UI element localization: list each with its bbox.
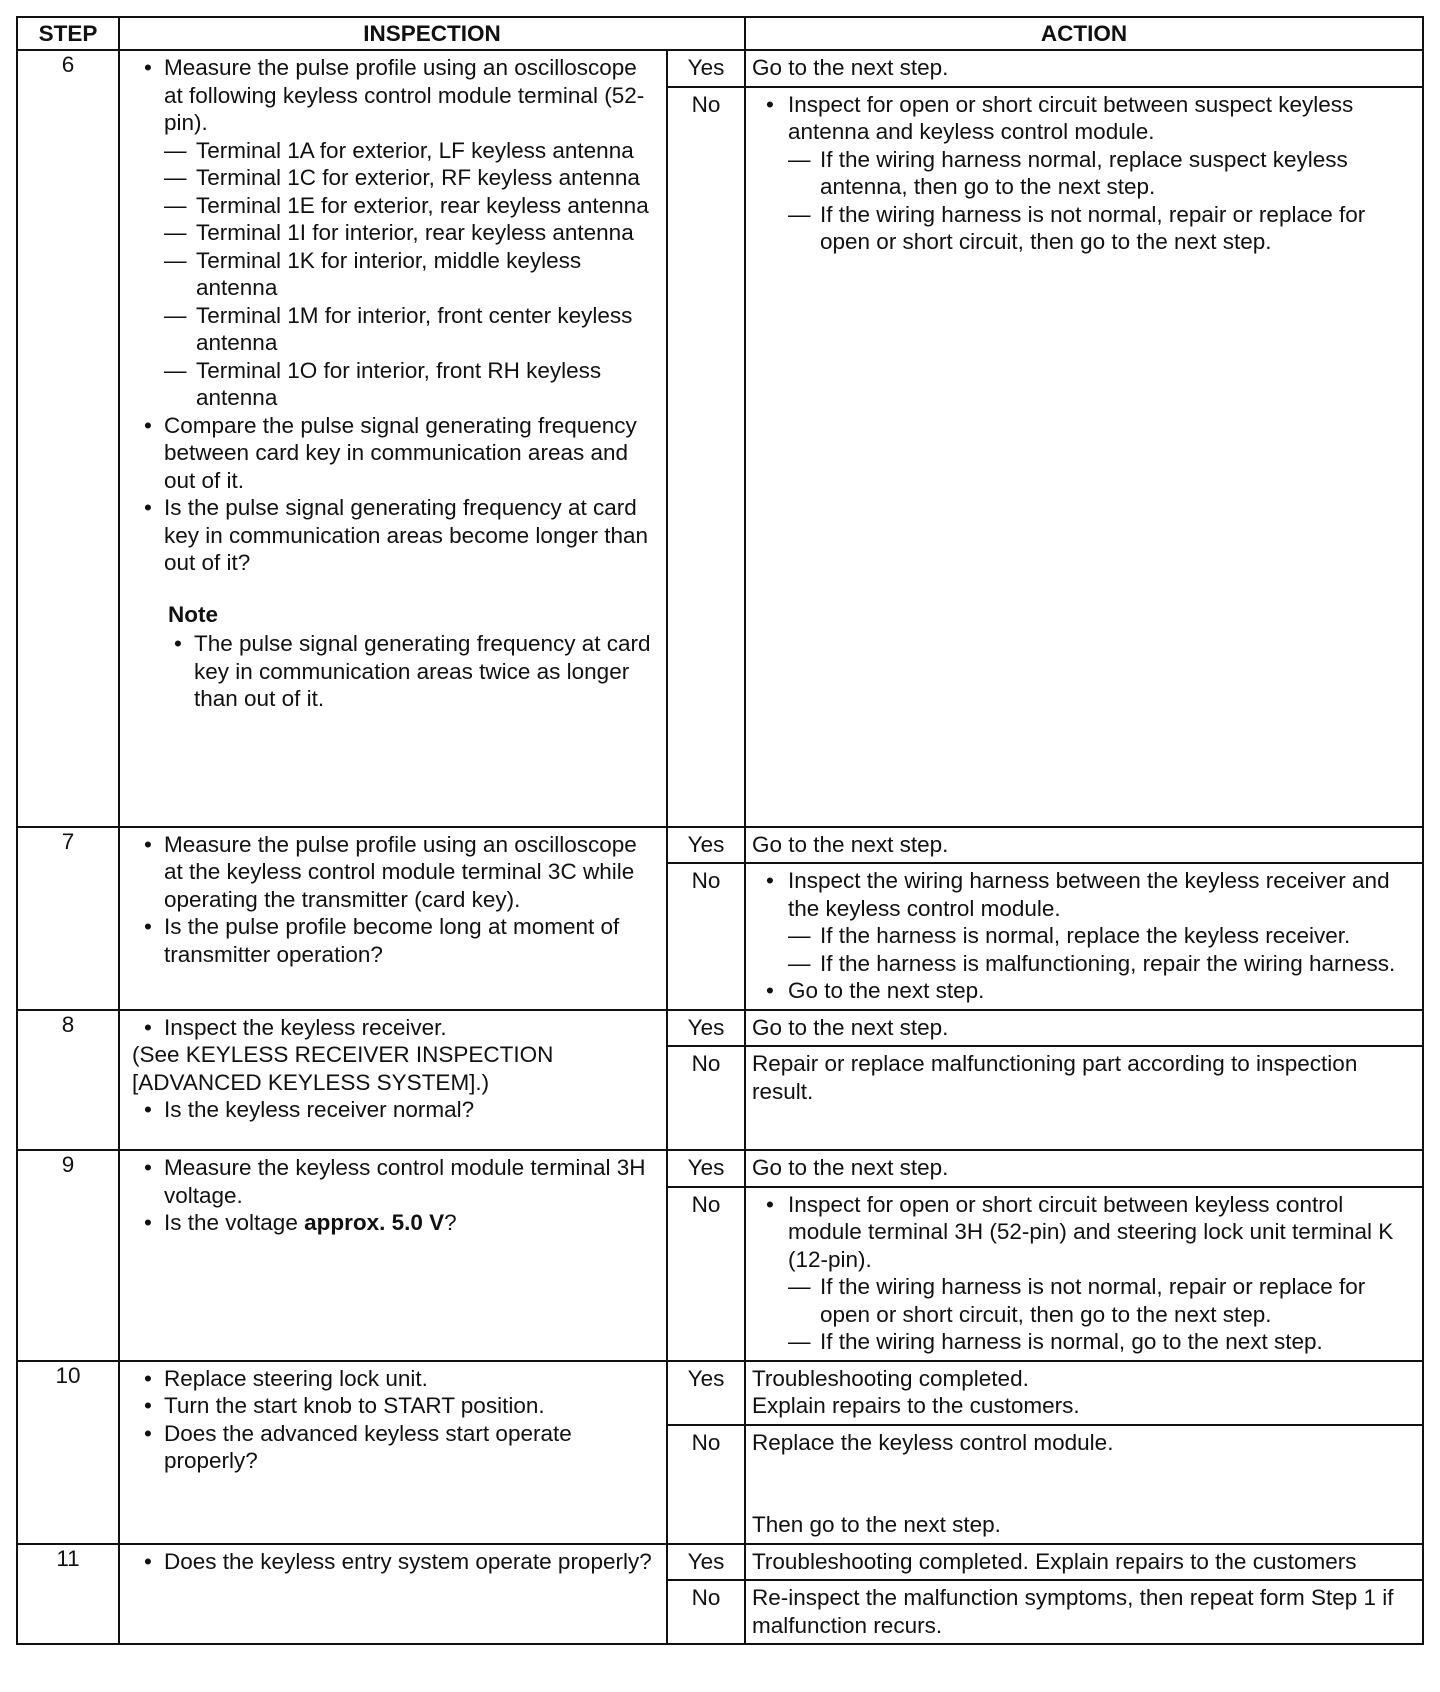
terminal-item: Terminal 1M for interior, front center keyless antenna	[196, 302, 633, 355]
terminal-item: Terminal 1E for exterior, rear keyless antenna	[196, 192, 649, 218]
dash-icon: —	[164, 137, 187, 163]
troubleshooting-table	[16, 16, 1424, 1645]
yes-action: Go to the next step.	[745, 827, 1423, 864]
header-row	[17, 17, 1423, 50]
action-line: Explain repairs to the customers.	[752, 1393, 1080, 1418]
step-number: 10	[17, 1361, 119, 1544]
inspection-text: Replace steering lock unit.	[164, 1365, 428, 1391]
question-text: Is the voltage	[164, 1210, 305, 1235]
action-text: If the wiring harness normal, replace suspect keyless antenna, then go to the next step.	[820, 146, 1348, 199]
inspection-text: Is the pulse profile become long at moment of transmitter operation?	[164, 914, 620, 967]
inspection-text: Is the keyless receiver normal?	[164, 1097, 475, 1122]
action-line: Troubleshooting completed.	[752, 1365, 1029, 1391]
action-text: If the harness is normal, replace the keyless receiver.	[820, 923, 1351, 948]
dash-icon: —	[164, 247, 187, 273]
action-text: If the wiring harness is normal, go to the next step.	[820, 1329, 1323, 1354]
dash-icon: —	[164, 165, 187, 190]
yes-label: Yes	[667, 827, 745, 864]
action-text: Inspect the wiring harness between the keyless receiver and the keyless control module.	[788, 868, 1390, 921]
step-11-inspection	[119, 1544, 667, 1645]
step-number: 6	[17, 50, 119, 827]
dash-icon: —	[788, 923, 811, 948]
terminal-item: Terminal 1K for interior, middle keyless antenna	[196, 247, 582, 300]
step-7-yes-row	[17, 827, 1423, 864]
no-action: Repair or replace malfunctioning part according to inspection result.	[745, 1046, 1423, 1150]
dash-icon: —	[788, 201, 811, 227]
step-7-inspection	[119, 827, 667, 1010]
bullet-icon: •	[144, 1548, 152, 1574]
action-text: If the harness is malfunctioning, repair the wiring harness.	[820, 950, 1396, 976]
terminal-item: Terminal 1C for exterior, RF keyless antenna	[196, 165, 640, 190]
inspection-text: Measure the pulse profile using an oscilloscope at the keyless control module terminal 3C while operating the transmitter (card key).	[164, 831, 637, 912]
bullet-icon: •	[144, 831, 152, 857]
bullet-icon: •	[144, 412, 152, 438]
no-label: No	[667, 863, 745, 1010]
bullet-icon: •	[174, 631, 182, 656]
yes-label: Yes	[667, 1010, 745, 1047]
bullet-icon: •	[144, 1365, 152, 1391]
header-step: STEP	[17, 17, 119, 50]
no-label: No	[667, 1187, 745, 1361]
step-number: 7	[17, 827, 119, 1010]
no-label: No	[667, 1580, 745, 1644]
no-label: No	[667, 1425, 745, 1544]
no-action: Re-inspect the malfunction symptoms, then repeat form Step 1 if malfunction recurs.	[745, 1580, 1423, 1644]
step-10-inspection	[119, 1361, 667, 1544]
action-text: Inspect for open or short circuit between keyless control module terminal 3H (52-pin) and steering lock unit terminal K (12-pin).	[788, 1191, 1394, 1272]
dash-icon: —	[164, 302, 187, 328]
bullet-icon: •	[766, 978, 774, 1003]
inspection-reference: (See KEYLESS RECEIVER INSPECTION [ADVANCED KEYLESS SYSTEM].)	[132, 1042, 554, 1095]
no-action	[745, 87, 1423, 827]
dash-icon: —	[788, 146, 811, 172]
step-number: 11	[17, 1544, 119, 1645]
bullet-icon: •	[144, 495, 152, 520]
inspection-text: Compare the pulse signal generating frequency between card key in communication areas and out of it.	[164, 412, 637, 493]
bullet-icon: •	[144, 914, 152, 939]
step-6-yes-row	[17, 50, 1423, 87]
step-10-yes-row	[17, 1361, 1423, 1425]
bullet-icon: •	[144, 1155, 152, 1180]
dash-icon: —	[164, 192, 187, 218]
inspection-text: Does the keyless entry system operate properly?	[164, 1548, 652, 1574]
dash-icon: —	[164, 220, 187, 245]
header-inspection: INSPECTION	[119, 17, 745, 50]
bullet-icon: •	[766, 868, 774, 893]
yes-label: Yes	[667, 1361, 745, 1425]
bullet-icon: •	[144, 1014, 152, 1040]
step-6-inspection	[119, 50, 667, 827]
bullet-icon: •	[144, 1097, 152, 1122]
bullet-icon: •	[766, 1191, 774, 1217]
action-line: Replace the keyless control module.	[752, 1429, 1114, 1455]
bullet-icon: •	[144, 1420, 152, 1446]
no-label: No	[667, 1046, 745, 1150]
note-title: Note	[168, 601, 218, 627]
inspection-text: Measure the pulse profile using an oscilloscope at following keyless control module terminal (52-pin).	[164, 55, 645, 135]
step-11-yes-row	[17, 1544, 1423, 1581]
dash-icon: —	[788, 1274, 811, 1299]
terminal-item: Terminal 1I for interior, rear keyless antenna	[196, 220, 634, 245]
bullet-icon: •	[766, 91, 774, 117]
action-text: Go to the next step.	[788, 978, 985, 1003]
yes-action: Go to the next step.	[745, 1150, 1423, 1187]
terminal-item: Terminal 1A for exterior, LF keyless antenna	[196, 137, 634, 163]
action-text: Inspect for open or short circuit between suspect keyless antenna and keyless control module.	[788, 91, 1354, 144]
yes-action: Troubleshooting completed. Explain repairs to the customers	[745, 1544, 1423, 1581]
inspection-text: Measure the keyless control module terminal 3H voltage.	[164, 1155, 646, 1208]
inspection-text: Does the advanced keyless start operate properly?	[164, 1420, 572, 1473]
bullet-icon: •	[144, 55, 152, 80]
step-8-inspection	[119, 1010, 667, 1151]
yes-label: Yes	[667, 1544, 745, 1581]
no-action	[745, 1425, 1423, 1544]
dash-icon: —	[788, 1329, 811, 1354]
yes-action	[745, 1361, 1423, 1425]
step-8-yes-row	[17, 1010, 1423, 1047]
yes-label: Yes	[667, 50, 745, 87]
dash-icon: —	[788, 950, 811, 976]
inspection-text	[164, 1209, 660, 1237]
inspection-text: Is the pulse signal generating frequency at card key in communication areas become longer than out of it?	[164, 495, 649, 575]
bullet-icon: •	[144, 1393, 152, 1418]
terminal-item: Terminal 1O for interior, front RH keyless antenna	[196, 357, 602, 410]
step-number: 9	[17, 1150, 119, 1361]
question-mark: ?	[444, 1210, 457, 1235]
inspection-text: Inspect the keyless receiver.	[164, 1014, 447, 1040]
action-text: If the wiring harness is not normal, repair or replace for open or short circuit, then go to the next step.	[820, 201, 1366, 254]
no-action	[745, 863, 1423, 1010]
step-number: 8	[17, 1010, 119, 1151]
voltage-value: approx. 5.0 V	[304, 1210, 445, 1235]
note-text: The pulse signal generating frequency at card key in communication areas twice as longer than out of it.	[194, 631, 651, 711]
yes-label: Yes	[667, 1150, 745, 1187]
yes-action: Go to the next step.	[745, 50, 1423, 87]
step-9-inspection	[119, 1150, 667, 1361]
yes-action: Go to the next step.	[745, 1010, 1423, 1047]
step-9-yes-row	[17, 1150, 1423, 1187]
action-line: Then go to the next step.	[752, 1512, 1001, 1537]
no-label: No	[667, 87, 745, 827]
no-action	[745, 1187, 1423, 1361]
action-text: If the wiring harness is not normal, repair or replace for open or short circuit, then go to the next step.	[820, 1274, 1366, 1327]
dash-icon: —	[164, 357, 187, 383]
inspection-text: Turn the start knob to START position.	[164, 1393, 545, 1418]
header-action: ACTION	[745, 17, 1423, 50]
bullet-icon: •	[144, 1210, 152, 1235]
